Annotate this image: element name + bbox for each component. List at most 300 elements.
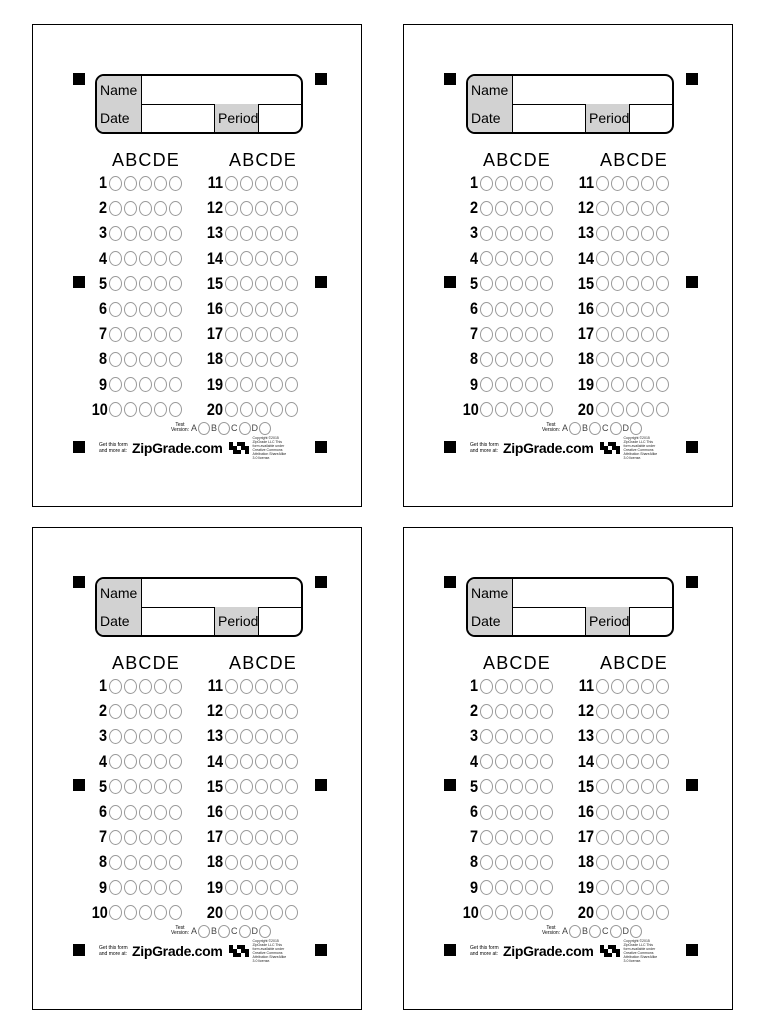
name-field[interactable] [142,579,301,607]
answer-bubble[interactable] [154,855,167,870]
answer-bubble[interactable] [656,830,669,845]
answer-bubble[interactable] [480,679,493,694]
answer-bubble[interactable] [154,226,167,241]
answer-bubble[interactable] [656,276,669,291]
answer-bubble[interactable] [626,302,639,317]
answer-bubble[interactable] [255,679,268,694]
answer-bubble[interactable] [154,805,167,820]
answer-bubble[interactable] [510,402,523,417]
answer-bubble[interactable] [510,704,523,719]
answer-bubble[interactable] [255,754,268,769]
date-field[interactable] [513,607,585,635]
answer-bubble[interactable] [495,679,508,694]
answer-bubble[interactable] [285,905,298,920]
answer-bubble[interactable] [270,880,283,895]
answer-bubble[interactable] [525,754,538,769]
answer-bubble[interactable] [495,880,508,895]
answer-bubble[interactable] [285,201,298,216]
answer-bubble[interactable] [540,302,553,317]
answer-bubble[interactable] [225,327,238,342]
answer-bubble[interactable] [495,830,508,845]
answer-bubble[interactable] [240,302,253,317]
answer-bubble[interactable] [480,251,493,266]
answer-bubble[interactable] [109,779,122,794]
answer-bubble[interactable] [611,779,624,794]
answer-bubble[interactable] [480,729,493,744]
answer-bubble[interactable] [139,704,152,719]
answer-bubble[interactable] [495,327,508,342]
answer-bubble[interactable] [540,327,553,342]
answer-bubble[interactable] [139,855,152,870]
answer-bubble[interactable] [270,226,283,241]
version-bubble[interactable] [589,925,601,938]
answer-bubble[interactable] [109,276,122,291]
answer-bubble[interactable] [270,176,283,191]
answer-bubble[interactable] [240,276,253,291]
answer-bubble[interactable] [510,805,523,820]
answer-bubble[interactable] [596,327,609,342]
answer-bubble[interactable] [596,704,609,719]
answer-bubble[interactable] [225,226,238,241]
answer-bubble[interactable] [169,679,182,694]
answer-bubble[interactable] [540,805,553,820]
answer-bubble[interactable] [611,251,624,266]
version-bubble[interactable] [218,925,230,938]
answer-bubble[interactable] [285,855,298,870]
answer-bubble[interactable] [270,855,283,870]
answer-bubble[interactable] [240,251,253,266]
answer-bubble[interactable] [169,805,182,820]
answer-bubble[interactable] [109,402,122,417]
answer-bubble[interactable] [611,754,624,769]
answer-bubble[interactable] [596,352,609,367]
answer-bubble[interactable] [169,855,182,870]
answer-bubble[interactable] [495,302,508,317]
period-field[interactable] [259,104,301,132]
answer-bubble[interactable] [154,880,167,895]
answer-bubble[interactable] [285,754,298,769]
answer-bubble[interactable] [540,779,553,794]
answer-bubble[interactable] [525,779,538,794]
answer-bubble[interactable] [255,779,268,794]
answer-bubble[interactable] [510,855,523,870]
answer-bubble[interactable] [109,805,122,820]
answer-bubble[interactable] [255,276,268,291]
answer-bubble[interactable] [510,251,523,266]
answer-bubble[interactable] [611,402,624,417]
answer-bubble[interactable] [611,729,624,744]
answer-bubble[interactable] [109,679,122,694]
date-field[interactable] [142,104,214,132]
answer-bubble[interactable] [641,805,654,820]
answer-bubble[interactable] [285,830,298,845]
answer-bubble[interactable] [495,226,508,241]
answer-bubble[interactable] [124,704,137,719]
answer-bubble[interactable] [169,276,182,291]
answer-bubble[interactable] [641,754,654,769]
answer-bubble[interactable] [285,805,298,820]
answer-bubble[interactable] [225,905,238,920]
answer-bubble[interactable] [124,679,137,694]
answer-bubble[interactable] [285,276,298,291]
answer-bubble[interactable] [596,377,609,392]
answer-bubble[interactable] [139,830,152,845]
answer-bubble[interactable] [540,880,553,895]
answer-bubble[interactable] [169,754,182,769]
answer-bubble[interactable] [139,327,152,342]
version-bubble[interactable] [239,422,251,435]
answer-bubble[interactable] [225,377,238,392]
answer-bubble[interactable] [656,754,669,769]
answer-bubble[interactable] [139,302,152,317]
answer-bubble[interactable] [124,377,137,392]
answer-bubble[interactable] [540,251,553,266]
answer-bubble[interactable] [596,201,609,216]
answer-bubble[interactable] [626,704,639,719]
version-bubble[interactable] [239,925,251,938]
answer-bubble[interactable] [225,201,238,216]
answer-bubble[interactable] [495,855,508,870]
answer-bubble[interactable] [169,830,182,845]
answer-bubble[interactable] [626,805,639,820]
answer-bubble[interactable] [225,302,238,317]
answer-bubble[interactable] [656,402,669,417]
answer-bubble[interactable] [270,402,283,417]
answer-bubble[interactable] [240,704,253,719]
answer-bubble[interactable] [596,402,609,417]
answer-bubble[interactable] [641,679,654,694]
answer-bubble[interactable] [641,226,654,241]
answer-bubble[interactable] [510,226,523,241]
answer-bubble[interactable] [225,276,238,291]
answer-bubble[interactable] [154,302,167,317]
answer-bubble[interactable] [510,905,523,920]
answer-bubble[interactable] [270,352,283,367]
answer-bubble[interactable] [480,905,493,920]
answer-bubble[interactable] [225,779,238,794]
answer-bubble[interactable] [270,251,283,266]
answer-bubble[interactable] [480,176,493,191]
answer-bubble[interactable] [641,729,654,744]
answer-bubble[interactable] [611,226,624,241]
answer-bubble[interactable] [510,729,523,744]
answer-bubble[interactable] [109,905,122,920]
answer-bubble[interactable] [270,754,283,769]
answer-bubble[interactable] [641,251,654,266]
answer-bubble[interactable] [626,679,639,694]
answer-bubble[interactable] [626,226,639,241]
answer-bubble[interactable] [169,201,182,216]
answer-bubble[interactable] [510,302,523,317]
answer-bubble[interactable] [656,352,669,367]
answer-bubble[interactable] [540,176,553,191]
answer-bubble[interactable] [596,830,609,845]
answer-bubble[interactable] [540,402,553,417]
answer-bubble[interactable] [611,327,624,342]
answer-bubble[interactable] [240,855,253,870]
answer-bubble[interactable] [626,754,639,769]
answer-bubble[interactable] [154,830,167,845]
answer-bubble[interactable] [596,276,609,291]
answer-bubble[interactable] [480,805,493,820]
answer-bubble[interactable] [109,176,122,191]
answer-bubble[interactable] [510,880,523,895]
answer-bubble[interactable] [540,377,553,392]
answer-bubble[interactable] [225,830,238,845]
answer-bubble[interactable] [225,880,238,895]
answer-bubble[interactable] [510,779,523,794]
answer-bubble[interactable] [611,352,624,367]
answer-bubble[interactable] [656,176,669,191]
answer-bubble[interactable] [270,302,283,317]
answer-bubble[interactable] [525,830,538,845]
answer-bubble[interactable] [169,880,182,895]
version-bubble[interactable] [259,422,271,435]
version-bubble[interactable] [259,925,271,938]
answer-bubble[interactable] [255,905,268,920]
answer-bubble[interactable] [285,327,298,342]
answer-bubble[interactable] [525,176,538,191]
answer-bubble[interactable] [525,302,538,317]
answer-bubble[interactable] [495,377,508,392]
answer-bubble[interactable] [480,302,493,317]
answer-bubble[interactable] [139,402,152,417]
answer-bubble[interactable] [255,302,268,317]
answer-bubble[interactable] [124,830,137,845]
answer-bubble[interactable] [285,176,298,191]
answer-bubble[interactable] [495,754,508,769]
answer-bubble[interactable] [285,377,298,392]
answer-bubble[interactable] [124,855,137,870]
answer-bubble[interactable] [480,327,493,342]
answer-bubble[interactable] [109,880,122,895]
answer-bubble[interactable] [480,201,493,216]
answer-bubble[interactable] [495,729,508,744]
answer-bubble[interactable] [154,754,167,769]
answer-bubble[interactable] [169,402,182,417]
answer-bubble[interactable] [270,201,283,216]
answer-bubble[interactable] [641,302,654,317]
answer-bubble[interactable] [611,830,624,845]
answer-bubble[interactable] [255,880,268,895]
answer-bubble[interactable] [656,327,669,342]
answer-bubble[interactable] [154,704,167,719]
answer-bubble[interactable] [626,327,639,342]
answer-bubble[interactable] [641,276,654,291]
answer-bubble[interactable] [154,251,167,266]
answer-bubble[interactable] [495,779,508,794]
answer-bubble[interactable] [510,327,523,342]
answer-bubble[interactable] [510,276,523,291]
answer-bubble[interactable] [626,855,639,870]
version-bubble[interactable] [610,422,622,435]
answer-bubble[interactable] [124,201,137,216]
answer-bubble[interactable] [255,855,268,870]
version-bubble[interactable] [630,925,642,938]
answer-bubble[interactable] [596,754,609,769]
answer-bubble[interactable] [109,226,122,241]
answer-bubble[interactable] [124,251,137,266]
answer-bubble[interactable] [124,754,137,769]
answer-bubble[interactable] [270,377,283,392]
answer-bubble[interactable] [525,276,538,291]
answer-bubble[interactable] [255,704,268,719]
answer-bubble[interactable] [525,327,538,342]
answer-bubble[interactable] [641,402,654,417]
version-bubble[interactable] [630,422,642,435]
answer-bubble[interactable] [656,729,669,744]
answer-bubble[interactable] [270,729,283,744]
answer-bubble[interactable] [540,905,553,920]
answer-bubble[interactable] [139,226,152,241]
answer-bubble[interactable] [240,729,253,744]
answer-bubble[interactable] [495,251,508,266]
answer-bubble[interactable] [495,905,508,920]
answer-bubble[interactable] [656,880,669,895]
answer-bubble[interactable] [480,754,493,769]
answer-bubble[interactable] [285,729,298,744]
answer-bubble[interactable] [139,176,152,191]
answer-bubble[interactable] [124,880,137,895]
answer-bubble[interactable] [626,352,639,367]
answer-bubble[interactable] [641,855,654,870]
answer-bubble[interactable] [626,880,639,895]
answer-bubble[interactable] [540,729,553,744]
answer-bubble[interactable] [154,176,167,191]
answer-bubble[interactable] [124,805,137,820]
answer-bubble[interactable] [641,176,654,191]
answer-bubble[interactable] [225,352,238,367]
answer-bubble[interactable] [626,276,639,291]
answer-bubble[interactable] [525,729,538,744]
answer-bubble[interactable] [540,830,553,845]
answer-bubble[interactable] [169,251,182,266]
answer-bubble[interactable] [596,855,609,870]
answer-bubble[interactable] [169,302,182,317]
answer-bubble[interactable] [596,729,609,744]
answer-bubble[interactable] [641,905,654,920]
answer-bubble[interactable] [611,905,624,920]
answer-bubble[interactable] [240,327,253,342]
answer-bubble[interactable] [270,905,283,920]
name-field[interactable] [142,76,301,104]
date-field[interactable] [513,104,585,132]
answer-bubble[interactable] [139,377,152,392]
answer-bubble[interactable] [596,905,609,920]
answer-bubble[interactable] [139,729,152,744]
answer-bubble[interactable] [124,302,137,317]
answer-bubble[interactable] [154,402,167,417]
answer-bubble[interactable] [525,880,538,895]
answer-bubble[interactable] [641,327,654,342]
answer-bubble[interactable] [225,729,238,744]
answer-bubble[interactable] [480,352,493,367]
answer-bubble[interactable] [139,251,152,266]
answer-bubble[interactable] [510,679,523,694]
date-field[interactable] [142,607,214,635]
answer-bubble[interactable] [611,377,624,392]
answer-bubble[interactable] [656,679,669,694]
answer-bubble[interactable] [641,704,654,719]
answer-bubble[interactable] [480,779,493,794]
answer-bubble[interactable] [611,679,624,694]
answer-bubble[interactable] [656,805,669,820]
answer-bubble[interactable] [656,226,669,241]
answer-bubble[interactable] [596,302,609,317]
answer-bubble[interactable] [525,905,538,920]
answer-bubble[interactable] [540,855,553,870]
answer-bubble[interactable] [225,704,238,719]
answer-bubble[interactable] [270,779,283,794]
answer-bubble[interactable] [255,352,268,367]
answer-bubble[interactable] [611,805,624,820]
answer-bubble[interactable] [270,327,283,342]
answer-bubble[interactable] [480,377,493,392]
answer-bubble[interactable] [109,201,122,216]
answer-bubble[interactable] [139,276,152,291]
answer-bubble[interactable] [626,830,639,845]
answer-bubble[interactable] [109,327,122,342]
answer-bubble[interactable] [641,779,654,794]
answer-bubble[interactable] [495,805,508,820]
answer-bubble[interactable] [510,352,523,367]
answer-bubble[interactable] [240,905,253,920]
answer-bubble[interactable] [510,754,523,769]
answer-bubble[interactable] [626,377,639,392]
answer-bubble[interactable] [596,679,609,694]
answer-bubble[interactable] [109,704,122,719]
answer-bubble[interactable] [255,201,268,216]
answer-bubble[interactable] [270,830,283,845]
answer-bubble[interactable] [169,327,182,342]
answer-bubble[interactable] [255,176,268,191]
period-field[interactable] [630,607,672,635]
answer-bubble[interactable] [270,805,283,820]
answer-bubble[interactable] [495,402,508,417]
answer-bubble[interactable] [240,779,253,794]
answer-bubble[interactable] [109,830,122,845]
answer-bubble[interactable] [480,830,493,845]
answer-bubble[interactable] [285,226,298,241]
answer-bubble[interactable] [480,402,493,417]
answer-bubble[interactable] [240,402,253,417]
answer-bubble[interactable] [255,830,268,845]
answer-bubble[interactable] [626,905,639,920]
answer-bubble[interactable] [109,729,122,744]
answer-bubble[interactable] [656,302,669,317]
answer-bubble[interactable] [240,880,253,895]
answer-bubble[interactable] [611,302,624,317]
answer-bubble[interactable] [495,276,508,291]
answer-bubble[interactable] [611,855,624,870]
answer-bubble[interactable] [169,779,182,794]
answer-bubble[interactable] [525,704,538,719]
answer-bubble[interactable] [656,779,669,794]
answer-bubble[interactable] [596,226,609,241]
answer-bubble[interactable] [525,352,538,367]
answer-bubble[interactable] [255,805,268,820]
answer-bubble[interactable] [611,704,624,719]
answer-bubble[interactable] [656,201,669,216]
answer-bubble[interactable] [124,352,137,367]
answer-bubble[interactable] [510,176,523,191]
answer-bubble[interactable] [255,729,268,744]
answer-bubble[interactable] [626,201,639,216]
answer-bubble[interactable] [480,855,493,870]
answer-bubble[interactable] [285,779,298,794]
answer-bubble[interactable] [510,830,523,845]
answer-bubble[interactable] [139,679,152,694]
